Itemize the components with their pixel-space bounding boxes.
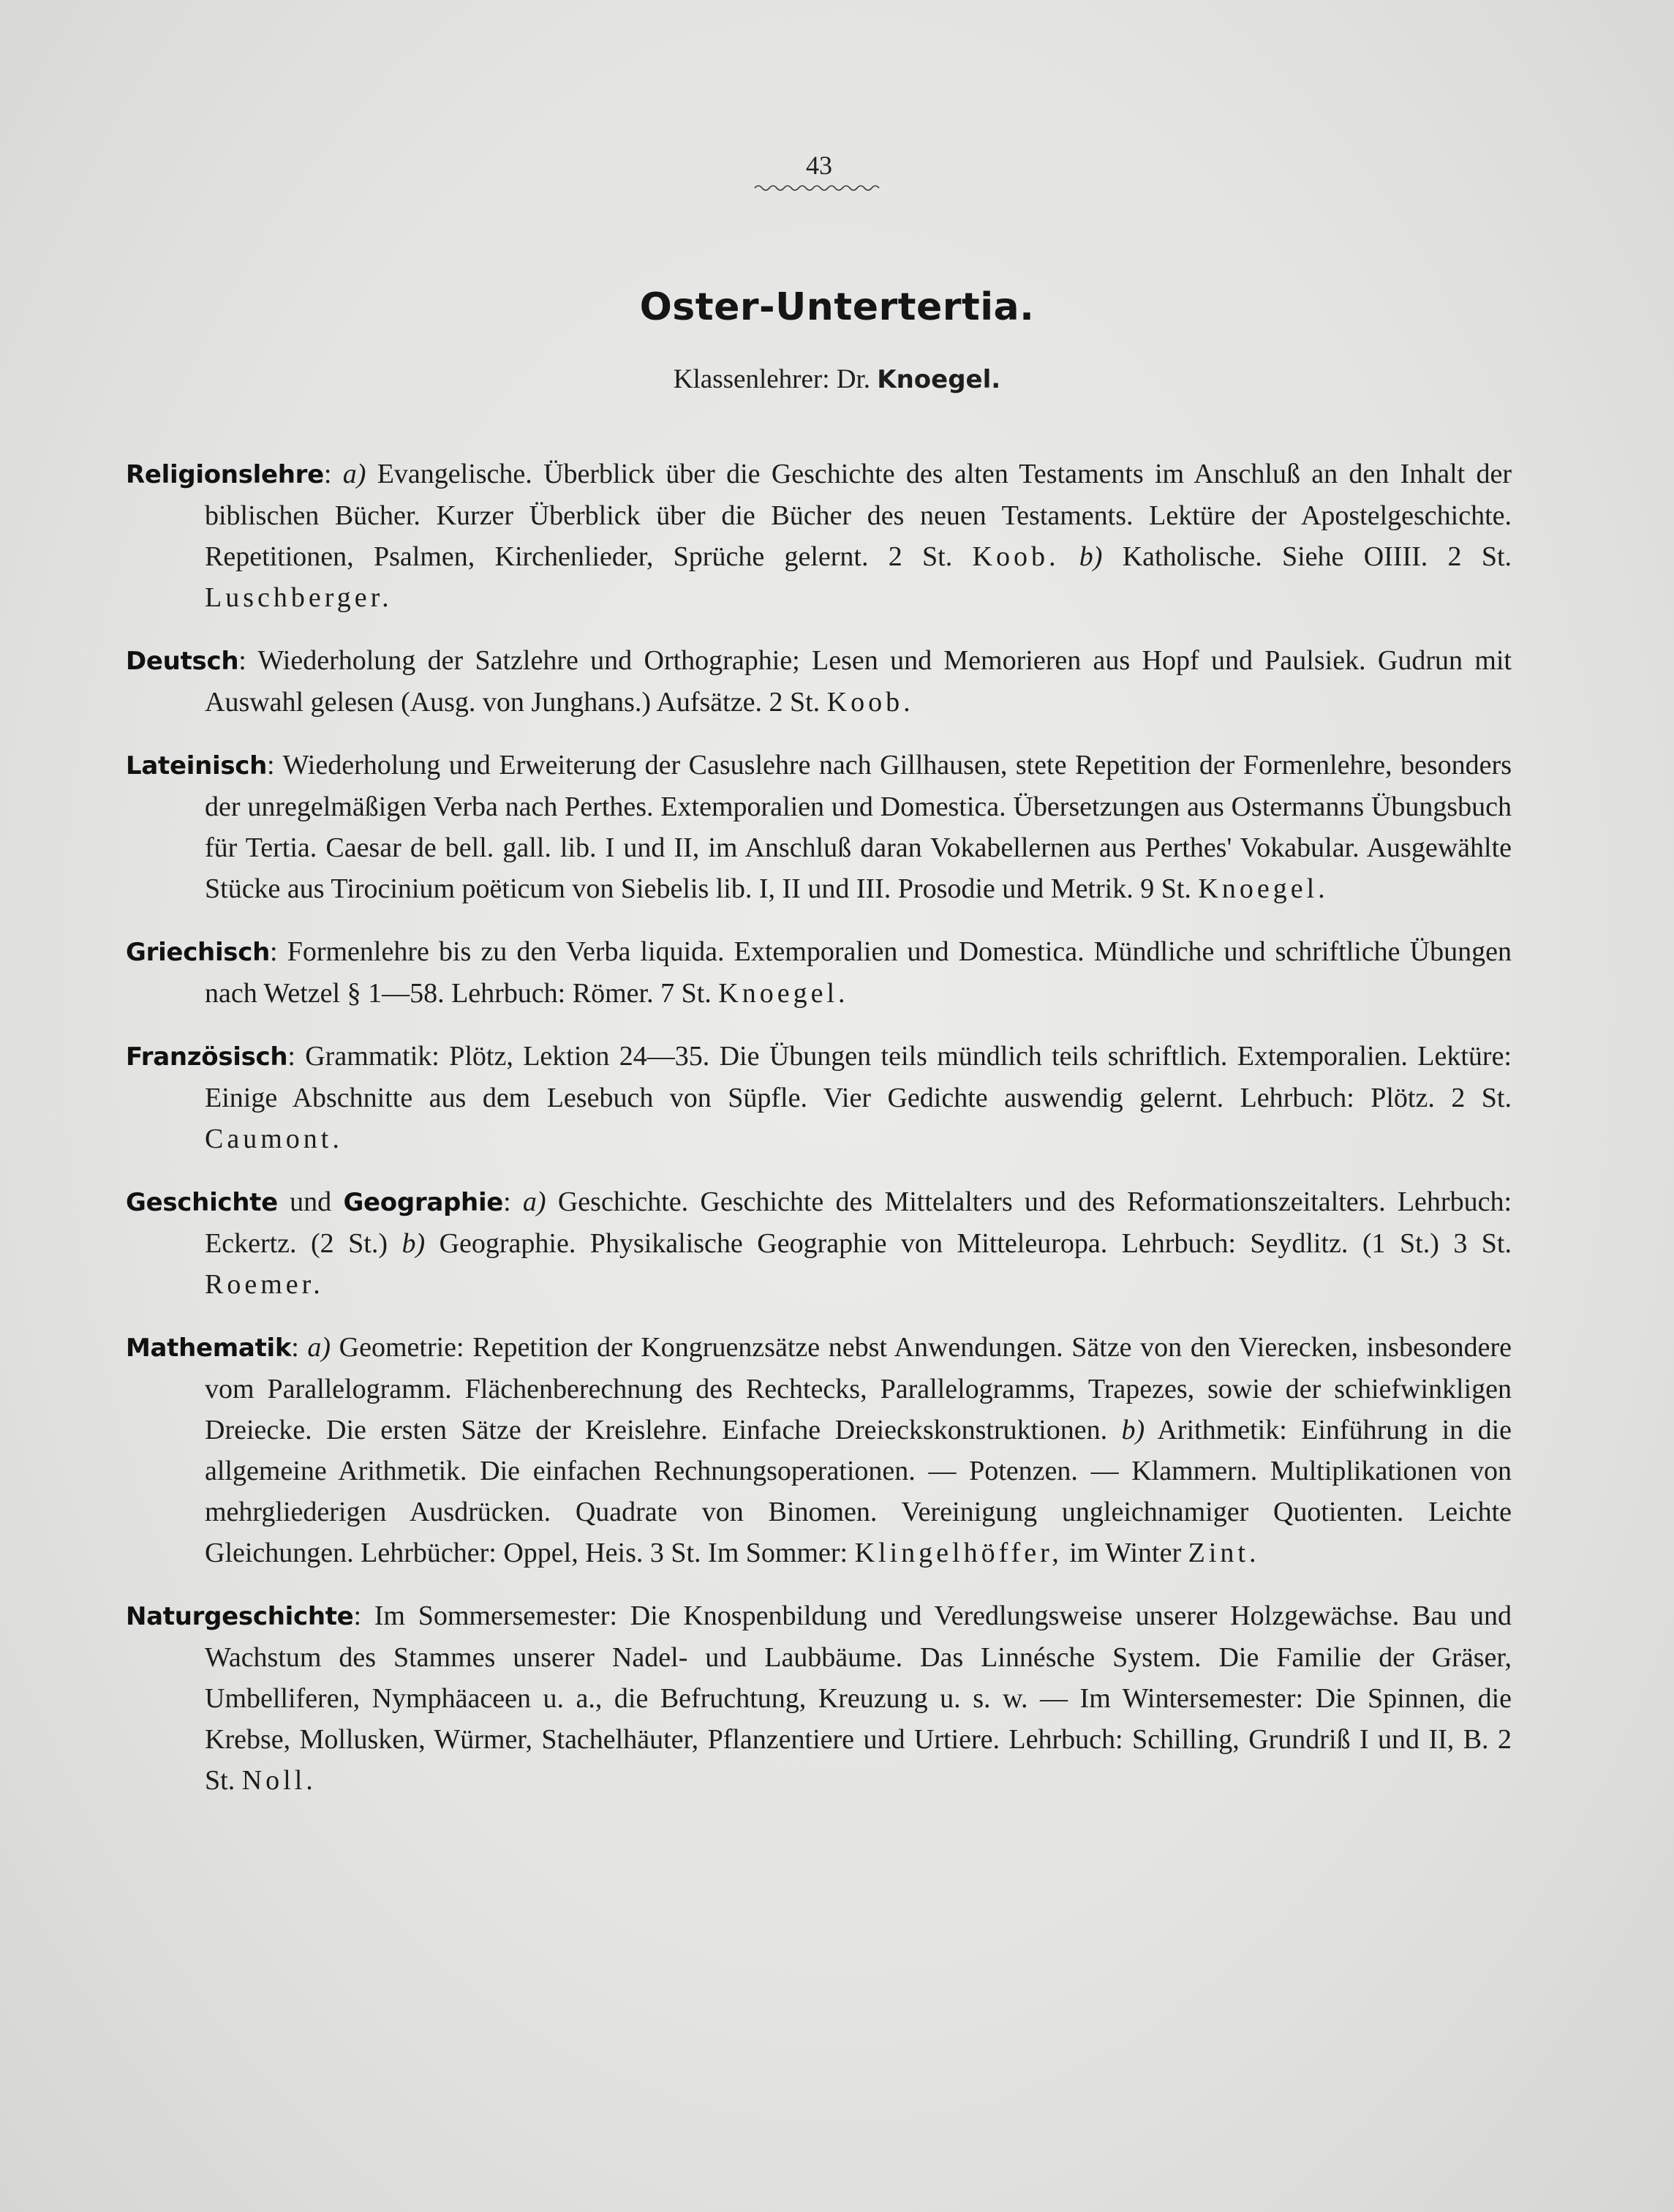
subject-name: Religionslehre bbox=[126, 460, 324, 489]
teacher-name: Koob. bbox=[972, 541, 1060, 572]
subject-section-marker: b) bbox=[1121, 1415, 1145, 1445]
subject-entry bbox=[126, 1181, 1512, 1305]
subject-text: Im Sommersemester: Die Knospenbildung und Veredlungsweise unserer Holzgewächse. Bau und Wachstum des Stammes unserer Nadel- und Laubbäume. Das Linnésche System. Die Familie der Gräser, Umbelliferen, Nymphäaceen u. a., die Befruchtung, Kreuzung u. s. w. — Im Wintersemester: Die Spinnen, die Krebse, Mollusken, Würmer, Stachelhäuter, Pflanzentiere und Urtiere. Lehrbuch: Schilling, Grundriß I und II, B. 2 St. bbox=[205, 1600, 1512, 1796]
subject-separator: : bbox=[270, 936, 287, 967]
subject-separator: : bbox=[503, 1186, 523, 1217]
subject-name: Lateinisch bbox=[126, 751, 268, 780]
class-teacher-name: Knoegel. bbox=[877, 365, 1001, 394]
subject-text: Arithmetik: Einführung in die allgemeine Arithmetik. Die einfachen Rechnungsoperationen. — Potenzen. — Klammern. Multiplikationen von mehrgliederigen Ausdrücken. Quadrate von Binomen. Vereinigung ungleichnamiger Quotienten. Leichte Gleichungen. Lehrbücher: Oppel, Heis. 3 St. Im Sommer: bbox=[205, 1415, 1512, 1568]
subject-separator: : bbox=[323, 459, 343, 489]
subject-section-marker: b) bbox=[401, 1228, 426, 1259]
subject-text: Evangelische. Überblick über die Geschichte des alten Testaments im Anschluß an den Inhalt der biblischen Bücher. Kurzer Überblick über die Bücher des neuen Testaments. Lektüre der Apostelgeschichte. Repetitionen, Psalmen, Kirchenlieder, Sprüche gelernt. 2 St. bbox=[205, 459, 1512, 572]
subject-text: Wiederholung und Erweiterung der Casuslehre nach Gillhausen, stete Repetition der Formenlehre, besonders der unregelmäßigen Verba nach Perthes. Extemporalien und Domestica. Übersetzungen aus Ostermanns Übungsbuch für Tertia. Caesar de bell. gall. lib. I und II, im Anschluß daran Vokabellernen aus Perthes' Vokabular. Ausgewählte Stücke aus Tirocinium poëticum von Siebelis lib. I, II und III. Prosodie und Metrik. 9 St. bbox=[205, 750, 1512, 904]
teacher-name: Caumont. bbox=[205, 1124, 343, 1154]
class-teacher-label: Klassenlehrer: Dr. bbox=[673, 364, 870, 394]
subject-text: Grammatik: Plötz, Lektion 24—35. Die Übungen teils mündlich teils schriftlich. Extemporalien. Lektüre: Einige Abschnitte aus dem Lesebuch von Süpfle. Vier Gedichte auswendig gelernt. Lehrbuch: Plötz. 2 St. bbox=[205, 1041, 1512, 1113]
subject-text: Geographie. Physikalische Geographie von Mitteleuropa. Lehrbuch: Seydlitz. (1 St.) 3 St. bbox=[425, 1228, 1512, 1259]
subject-text: Geometrie: Repetition der Kongruenzsätze nebst Anwendungen. Sätze von den Vierecken, insbesondere vom Parallelogramm. Flächenberechnung des Rechtecks, Parallelogramms, Trapezes, sowie der schiefwinkligen Dreiecke. Die ersten Sätze der Kreislehre. Einfache Dreieckskonstruktionen. bbox=[205, 1332, 1512, 1445]
subject-separator: : bbox=[287, 1041, 306, 1072]
teacher-name: Knoegel. bbox=[1198, 873, 1329, 904]
subject-name: Naturgeschichte bbox=[126, 1602, 354, 1631]
class-teacher-line bbox=[0, 364, 1674, 395]
subject-separator: : bbox=[291, 1332, 308, 1363]
subject-name: Französisch bbox=[126, 1042, 288, 1072]
subject-section-marker: b) bbox=[1079, 541, 1103, 572]
subject-name: Griechisch bbox=[126, 938, 270, 967]
teacher-name: Zint. bbox=[1188, 1538, 1260, 1568]
subject-list bbox=[126, 454, 1512, 1823]
teacher-name: Luschberger. bbox=[205, 582, 393, 613]
subject-section-marker: a) bbox=[342, 459, 366, 489]
subject-separator: : bbox=[267, 750, 283, 780]
subject-separator: : bbox=[353, 1600, 374, 1631]
subject-name: Geographie bbox=[343, 1188, 504, 1217]
section-title: Oster-Untertertia. bbox=[639, 285, 1035, 329]
subject-entry bbox=[126, 1595, 1512, 1801]
teacher-name: Knoegel. bbox=[718, 978, 849, 1009]
wavy-rule-ornament bbox=[753, 183, 885, 193]
subject-entry bbox=[126, 640, 1512, 723]
subject-entry bbox=[126, 931, 1512, 1014]
subject-name: Deutsch bbox=[126, 647, 239, 676]
page-number: 43 bbox=[806, 151, 832, 180]
teacher-name: Klingelhöffer, bbox=[854, 1538, 1063, 1568]
subject-name: Geschichte bbox=[126, 1188, 278, 1217]
subject-section-marker: a) bbox=[307, 1332, 331, 1363]
subject-text: Wiederholung der Satzlehre und Orthographie; Lesen und Memorieren aus Hopf und Paulsiek. Gudrun mit Auswahl gelesen (Ausg. von Junghans.) Aufsätze. 2 St. bbox=[205, 645, 1512, 718]
subject-text bbox=[1059, 541, 1079, 572]
subject-section-marker: a) bbox=[522, 1186, 546, 1217]
teacher-name: Roemer. bbox=[205, 1269, 324, 1300]
teacher-name: Noll. bbox=[241, 1765, 317, 1796]
subject-entry bbox=[126, 745, 1512, 909]
subject-name: Mathematik bbox=[126, 1333, 292, 1363]
subject-entry bbox=[126, 454, 1512, 618]
subject-text: Geschichte. Geschichte des Mittelalters und des Reformationszeitalters. Lehrbuch: Eckertz. (2 St.) bbox=[205, 1186, 1512, 1259]
teacher-name: Koob. bbox=[826, 687, 914, 718]
subject-entry bbox=[126, 1327, 1512, 1573]
subject-name-joiner: und bbox=[277, 1186, 344, 1217]
subject-text: Formenlehre bis zu den Verba liquida. Extemporalien und Domestica. Mündliche und schriftliche Übungen nach Wetzel § 1—58. Lehrbuch: Römer. 7 St. bbox=[205, 936, 1512, 1009]
subject-entry bbox=[126, 1036, 1512, 1159]
subject-separator: : bbox=[238, 645, 258, 676]
subject-text: Katholische. Siehe OIIII. 2 St. bbox=[1102, 541, 1512, 572]
subject-text: im Winter bbox=[1062, 1538, 1188, 1568]
